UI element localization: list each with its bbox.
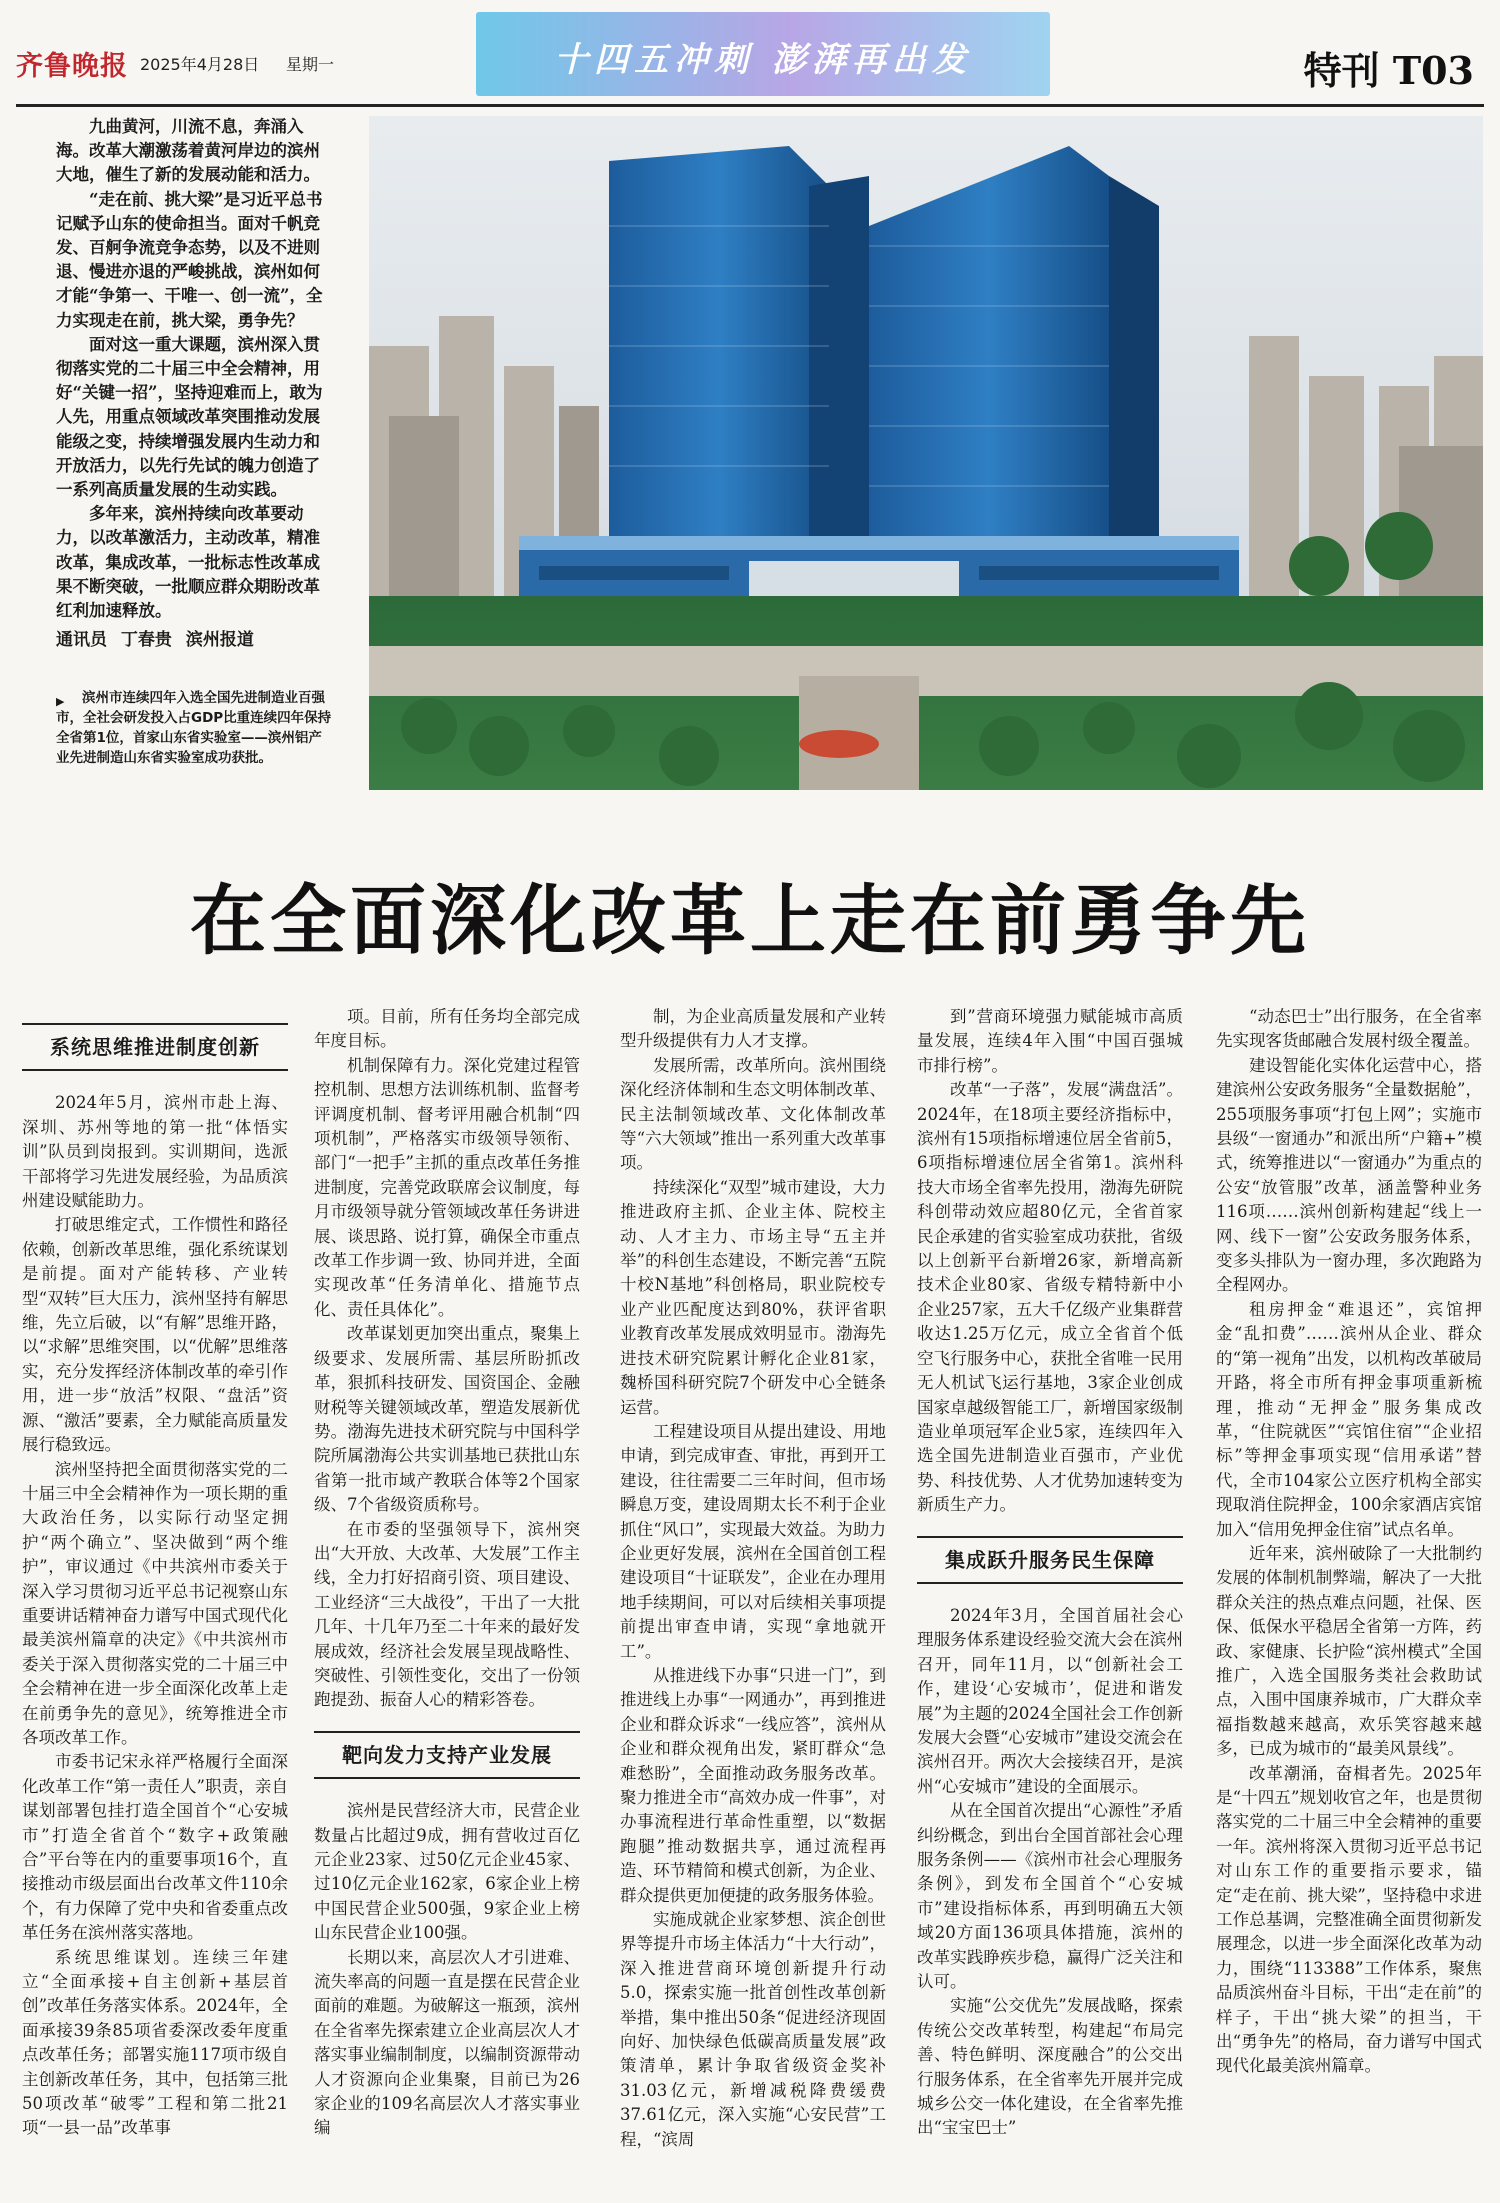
issue-date: 2025年4月28日 — [140, 55, 260, 74]
intro-paragraph: 九曲黄河，川流不息，奔涌入海。改革大潮激荡着黄河岸边的滨州大地，催生了新的发展动能和活力。 — [56, 117, 320, 185]
article-column-3 — [620, 1005, 886, 2185]
caption-triangle-icon: ▶ — [56, 695, 65, 708]
article-column-4 — [917, 1005, 1183, 2185]
city-skyline-illustration — [369, 116, 1483, 790]
article-paragraph: 实施“公交优先”发展战略，探索传统公交改革转型，构建起“布局完善、特色鲜明、深度融合”的公交出行服务体系，在全省率先开展并完成城乡公交一体化建设，在全省率先推出“宝宝巴士” — [917, 1996, 1183, 2138]
article-paragraph: 改革谋划更加突出重点，聚集上级要求、发展所需、基层所盼抓改革，狠抓科技研发、国资国企、金融财税等关键领域改革，塑造发展新优势。渤海先进技术研究院与中国科学院所属渤海公共实训基地已获批山东省第一批市域产教联合体等2个国家级、7个省级资质称号。 — [314, 1324, 580, 1515]
article-paragraph: 滨州坚持把全面贯彻落实党的二十届三中全会精神作为一项长期的重大政治任务，以实际行动坚定拥护“两个确立”、坚决做到“两个维护”，审议通过《中共滨州市委关于深入学习贯彻习近平总书记视察山东重要讲话精神奋力谱写中国式现代化最美滨州篇章的决定》《中共滨州市委关于深入贯彻落实党的二十届三中全会精神在进一步全面深化改革上走在前勇争先的意见》，统筹推进全市各项改革工作。 — [22, 1459, 288, 1747]
banner-slogan: 十四五冲刺 澎湃再出发 — [554, 40, 972, 80]
article-paragraph: 制，为企业高质量发展和产业转型升级提供有力人才支撑。 — [620, 1007, 886, 1051]
subhead-industry-support: 靶向发力支持产业发展 — [314, 1731, 580, 1779]
article-paragraph: 从在全国首次提出“心源性”矛盾纠纷概念，到出台全国首部社会心理服务条例——《滨州市社会心理服务条例》，到发布全国首个“心安城市”建设指标体系，再到明确五大领域20方面136项具体措施，滨州的改革实践睁疾步稳，赢得广泛关注和认可。 — [917, 1801, 1183, 1992]
subhead-system-thinking: 系统思维推进制度创新 — [22, 1023, 288, 1071]
byline: 通讯员 丁春贵 滨州报道 — [56, 630, 254, 650]
article-paragraph: 2024年3月，全国首届社会心理服务体系建设经验交流大会在滨州召开，同年11月，以“创新社会工作，建设‘心安城市’，促进和谐发展”为主题的2024全国社会工作创新发展大会暨“心安城市”建设交流会在滨州召开。两次大会接续召开，是滨州“心安城市”建设的全面展示。 — [917, 1605, 1183, 1796]
article-paragraph: 发展所需，改革所向。滨州围绕深化经济体制和生态文明体制改革、民主法制领域改革、文化体制改革等“六大领域”推出一系列重大改革事项。 — [620, 1055, 886, 1173]
article-paragraph: 项。目前，所有任务均全部完成年度目标。 — [314, 1007, 580, 1051]
main-headline: 在全面深化改革上走在前勇争先 — [190, 876, 1310, 965]
article-paragraph: 实施成就企业家梦想、滨企创世界等提升市场主体活力“十大行动”，深入推进营商环境创新提升行动5.0，探索实施一批首创性改革创新举措，集中推出50条“促进经济现固向好、加快绿色低碳高质量发展”政策清单，累计争取省级资金奖补31.03亿元，新增减税降费缓费37.61亿元，深入实施“心安民营”工程，“滨周 — [620, 1910, 886, 2149]
article-paragraph: 系统思维谋划。连续三年建立“全面承接+自主创新+基层首创”改革任务落实体系。2024年，全面承接39条85项省委深改委年度重点改革任务；部署实施117项市级自主创新改革任务，其中，包括第三批50项改革“破零”工程和第二批21项“一县一品”改革事 — [22, 1947, 288, 2138]
issue-weekday: 星期一 — [286, 55, 335, 74]
article-paragraph: 在市委的坚强领导下，滨州突出“大开放、大改革、大发展”工作主线，全力打好招商引资、项目建设、工业经济“三大战役”，干出了一大批几年、十几年乃至二十年来的最好发展成效，经济社会发展呈现战略性、突破性、引领性变化，交出了一份领跑提劲、振奋人心的精彩答卷。 — [314, 1519, 580, 1710]
article-paragraph: 改革潮涌，奋楫者先。2025年是“十四五”规划收官之年，也是贯彻落实党的二十届三中全会精神的重要一年。滨州将深入贯彻习近平总书记对山东工作的重要指示要求，锚定“走在前、挑大梁”，坚持稳中求进工作总基调，完整准确全面贯彻新发展理念，以进一步全面深化改革为动力，围绕“113388”工作体系，聚焦品质滨州奋斗目标，干出“走在前”的样子，干出“挑大梁”的担当，干出“勇争先”的格局，奋力谱写中国式现代化最美滨州篇章。 — [1216, 1763, 1482, 2076]
aerial-photo — [369, 116, 1483, 790]
article-paragraph: 工程建设项目从提出建设、用地申请，到完成审查、审批，再到开工建设，往往需要二三年时间，但市场瞬息万变，建设周期太长不利于企业抓住“风口”，实现最大效益。为助力企业更好发展，滨州在全国首创工程建设项目“十证联发”，企业在办理用地手续期间，可以对后续相关事项提前提出审查申请，实现“拿地就开工”。 — [620, 1421, 886, 1661]
article-paragraph: 打破思维定式，工作惯性和路径依赖，创新改革思维，强化系统谋划是前提。面对产能转移、产业转型“双转”巨大压力，滨州坚持有解思维，先立后破，以“有解”思维开路，以“求解”思维突围，以“优解”思维落实，充分发挥经济体制改革的牵引作用，进一步“放活”权限、“盘活”资源、“激活”要素，全力赋能高质量发展行稳致远。 — [22, 1215, 288, 1455]
header-banner — [476, 12, 1050, 96]
article-paragraph: 机制保障有力。深化党建过程管控机制、思想方法训练机制、监督考评调度机制、督考评用融合机制“四项机制”，严格落实市级领导领衔、部门“一把手”主抓的重点改革任务推进制度，完善党政联席会议制度，每月市级领导就分管领域改革任务讲进展、谈思路、说打算，确保全市重点改革工作步调一致、协同并进，全面实现改革“任务清单化、措施节点化、责任具体化”。 — [314, 1055, 580, 1319]
article-paragraph: 滨州是民营经济大市，民营企业数量占比超过9成，拥有营收过百亿元企业23家、过50亿元企业45家、过10亿元企业162家，6家企业上榜中国民营企业500强，9家企业上榜山东民营企业100强。 — [314, 1801, 580, 1943]
article-paragraph: 持续深化“双型”城市建设，大力推进政府主抓、企业主体、院校主动、人才主力、市场主导“五主并举”的科创生态建设，不断完善“五院十校N基地”科创格局，职业院校专业产业匹配度达到80%，获评省职业教育改革发展成效明显市。渤海先进技术研究院累计孵化企业81家，魏桥国科研究院7个研发中心全链条运营。 — [620, 1177, 886, 1417]
intro-paragraph: 多年来，滨州持续向改革要动力，以改革激活力，主动改革，精准改革，集成改革，一批标志性改革成果不断突破，一批顺应群众期盼改革红利加速释放。 — [56, 504, 320, 621]
header-rule — [16, 104, 1484, 107]
article-paragraph: 建设智能化实体化运营中心，搭建滨州公安政务服务“全量数据舱”，255项服务事项“打包上网”；实施市县级“一窗通办”和派出所“户籍+”模式，统筹推进以“一窗通办”为重点的公安“放管服”改革，涵盖警种业务116项……滨州创新构建起“线上一网、线下一窗”公安政务服务体系，变多头排队为一窗办理，多次跑路为全程网办。 — [1216, 1055, 1482, 1295]
article-paragraph: 长期以来，高层次人才引进难、流失率高的问题一直是摆在民营企业面前的难题。为破解这一瓶颈，滨州在全省率先探索建立企业高层次人才落实事业编制制度，以编制资源带动人才资源向企业集聚，目前已为26家企业的109名高层次人才落实事业编 — [314, 1947, 580, 2138]
article-paragraph: 近年来，滨州破除了一大批制约发展的体制机制弊端，解决了一大批群众关注的热点难点问题，社保、医保、低保水平稳居全省第一方阵，药政、家健康、长护险“滨州模式”全国推广，入选全国服务类社会救助试点，入围中国康养城市，广大群众幸福指数越来越高，欢乐笑容越来越多，已成为城市的“最美风景线”。 — [1216, 1543, 1482, 1759]
photo-caption — [56, 688, 332, 768]
section-label: 特刊 T03 — [1303, 48, 1474, 93]
subhead-livelihood: 集成跃升服务民生保障 — [917, 1536, 1183, 1584]
intro-text — [56, 115, 334, 623]
article-column-1 — [22, 1005, 288, 2185]
article-column-5 — [1216, 1005, 1482, 2185]
article-paragraph: 市委书记宋永祥严格履行全面深化改革工作“第一责任人”职责，亲自谋划部署包挂打造全国首个“心安城市”打造全省首个“数字+政策融合”平台等在内的重要事项16个，直接推动市级层面出台改革文件110余个，有力保障了党中央和省委重点改革任务在滨州落实落地。 — [22, 1752, 288, 1943]
article-column-2 — [314, 1005, 580, 2185]
caption-text: 滨州市连续四年入选全国先进制造业百强市，全社会研发投入占GDP比重连续四年保持全省第1位，首家山东省实验室——滨州铝产业先进制造山东省实验室成功获批。 — [56, 690, 332, 766]
article-paragraph: 从推进线下办事“只进一门”，到推进线上办事“一网通办”，再到推进企业和群众诉求“一线应答”，滨州从企业和群众视角出发，紧盯群众“急难愁盼”，全面推动政务服务改革。聚力推进全市“高效办成一件事”，对办事流程进行革命性重塑，以“数据跑腿”推动数据共享，通过流程再造、环节精简和模式创新，为企业、群众提供更加便捷的政务服务体验。 — [620, 1665, 886, 1905]
masthead: 齐鲁晚报 — [16, 51, 128, 82]
intro-paragraph: 面对这一重大课题，滨州深入贯彻落实党的二十届三中全会精神，用好“关键一招”，坚持迎难而上，敢为人先，用重点领域改革突围推动发展能级之变，持续增强发展内生动力和开放活力，以先行先试的魄力创造了一系列高质量发展的生动实践。 — [56, 334, 323, 500]
article-paragraph: 2024年5月，滨州市赴上海、深圳、苏州等地的第一批“体悟实训”队员到岗报到。实训期间，选派干部将学习先进发展经验，为品质滨州建设赋能助力。 — [22, 1093, 288, 1211]
article-paragraph: 改革“一子落”，发展“满盘活”。2024年，在18项主要经济指标中，滨州有15项指标增速位居全省前5，6项指标增速位居全省第1。滨州科技大市场全省率先投用，渤海先研院科创带动效应超80亿元，全省首家民企承建的省实验室成功获批，省级以上创新平台新增26家，新增高新技术企业80家、省级专精特新中小企业257家，五大千亿级产业集群营收达1.25万亿元，成立全省首个低空飞行服务中心，获批全省唯一民用无人机试飞运行基地，3家企业创成国家卓越级智能工厂，新增国家级制造业单项冠军企业5家，连续四年入选全国先进制造业百强市，产业优势、科技优势、人才优势加速转变为新质生产力。 — [917, 1080, 1183, 1515]
article-paragraph: “动态巴士”出行服务，在全省率先实现客货邮融合发展村级全覆盖。 — [1216, 1007, 1482, 1051]
intro-paragraph: “走在前、挑大梁”是习近平总书记赋予山东的使命担当。面对千帆竞发、百舸争流竞争态势，以及不进则退、慢进亦退的严峻挑战，滨州如何才能“争第一、干唯一、创一流”，全力实现走在前，挑大梁，勇争先？ — [56, 189, 323, 330]
article-paragraph: 租房押金“难退还”，宾馆押金“乱扣费”……滨州从企业、群众的“第一视角”出发，以机构改革破局开路，将全市所有押金事项重新梳理，推动“无押金”服务集成改革，“住院就医”“宾馆住宿”“企业招标”等押金事项实现“信用承诺”替代，全市104家公立医疗机构全部实现取消住院押金，100余家酒店宾馆加入“信用免押金住宿”试点名单。 — [1216, 1299, 1482, 1539]
article-paragraph: 到”营商环境强力赋能城市高质量发展，连续4年入围“中国百强城市排行榜”。 — [917, 1007, 1183, 1075]
